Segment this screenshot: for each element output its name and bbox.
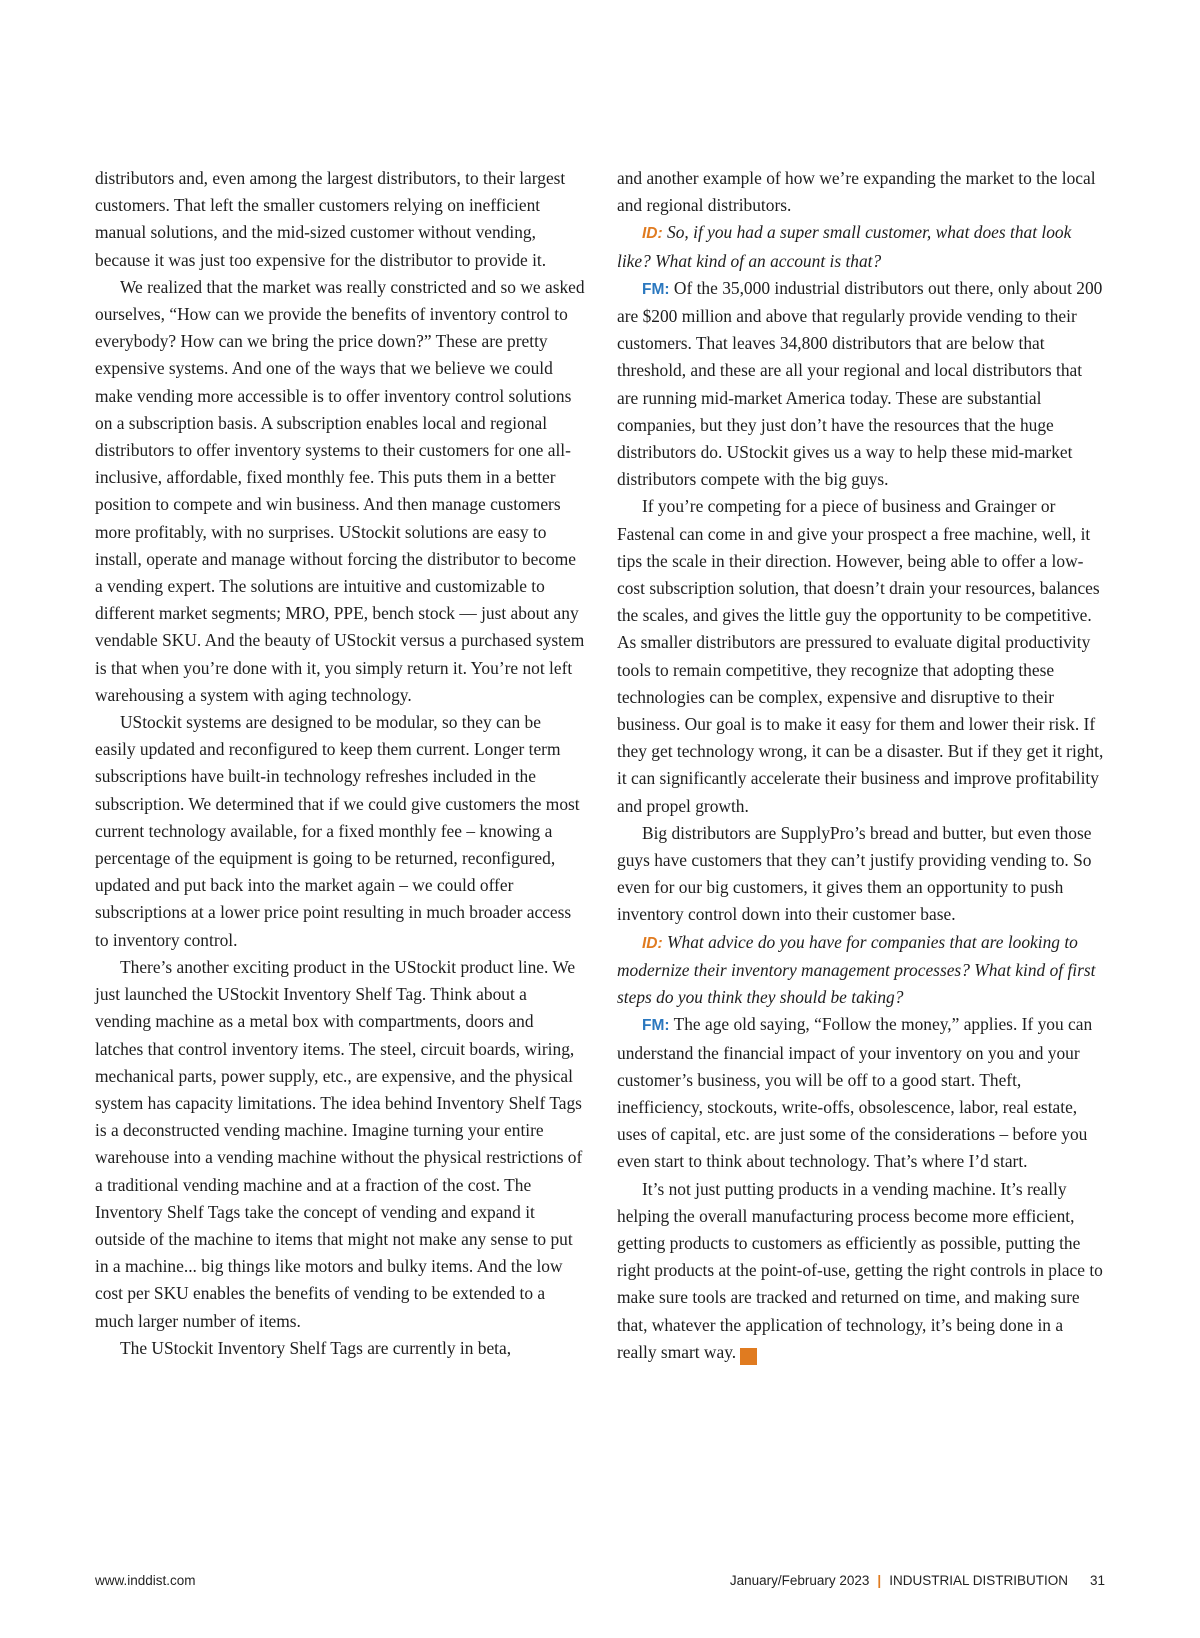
paragraph: Big distributors are SupplyPro’s bread and butter, but even those guys have customers that they can’t justify providing vending to. So even for our big customers, it gives them an opportunity to push inventory control down into their customer base. (617, 822, 1092, 925)
page-footer (95, 1573, 1105, 1593)
paragraph: There’s another exciting product in the UStockit product line. We just launched the UStockit Inventory Shelf Tag. Think about a vending machine as a metal box with compartments, doors and latches that control inventory items. The steel, circuit boards, wiring, mechanical parts, power supply, etc., are expensive, and the physical system has capacity limitations. The idea behind Inventory Shelf Tags is a deconstructed vending machine. Imagine turning your entire warehouse into a vending machine without the physical restrictions of a traditional vending machine and at a fraction of the cost. The Inventory Shelf Tags take the concept of vending and expand it outside of the machine to items that might not make any sense to put in a machine... big things like motors and bulky items. And the low cost per SKU enables the benefits of vending to be extended to a much larger number of items. (95, 956, 583, 1331)
footer-url: www.inddist.com (95, 1573, 196, 1588)
interviewee-label: FM: (642, 1017, 670, 1035)
page-number: 31 (1089, 1573, 1105, 1588)
paragraph: The UStockit Inventory Shelf Tags are currently in beta, (120, 1337, 512, 1358)
footer-separator: | (877, 1573, 882, 1588)
interviewee-label: FM: (642, 280, 670, 298)
question-text: What advice do you have for companies that are looking to modernize their inventory management processes? What kind of first steps do you think they should be taking? (617, 931, 1096, 1008)
issue-date: January/February 2023 (729, 1573, 870, 1588)
interviewer-label: ID: (642, 225, 663, 243)
paragraph: distributors and, even among the largest distributors, to their largest customers. That left the smaller customers relying on inefficient manual solutions, and the mid-sized customer without vending, because it was just too expensive for the distributor to provide it. (95, 168, 566, 270)
publication-name: INDUSTRIAL DISTRIBUTION (889, 1573, 1068, 1588)
end-of-article-icon: ID (740, 1348, 757, 1365)
paragraph: UStockit systems are designed to be modular, so they can be easily updated and reconfigured to keep them current. Longer term subscriptions have built-in technology refreshes included in the subscription. We determined that if we could give customers the most current technology available, for a fixed monthly fee – knowing a percentage of the equipment is going to be returned, reconfigured, updated and put back into the market again – we could offer subscriptions at a lower price point resulting in much broader access to inventory control. (95, 712, 580, 950)
footer-issue-info (730, 1573, 1105, 1588)
answer-text: The age old saying, “Follow the money,” applies. If you can understand the financial impact of your inventory on you and your customer’s business, you will be off to a good start. Theft, inefficiency, stockouts, write-offs, obsolescence, labor, real estate, uses of capital, etc. are just some of the considerations – before you even start to think about technology. That’s where I’d start. (617, 1014, 1093, 1172)
interview-question (617, 219, 1105, 274)
paragraph: and another example of how we’re expanding the market to the local and regional distributors. (617, 168, 1096, 216)
answer-text: Of the 35,000 industrial distributors out there, only about 200 are $200 million and above that regularly provide vending to their customers. That leaves 34,800 distributors that are below that threshold, and these are all your regional and local distributors that are running mid-market America today. These are substantial companies, but they just don’t have the resources that the huge distributors do. UStockit gives us a way to help these mid-market distributors compete with the big guys. (617, 277, 1103, 490)
interview-answer (617, 275, 1105, 494)
interviewer-label: ID: (642, 934, 663, 952)
question-text: So, if you had a super small customer, what does that look like? What kind of an account is that? (617, 222, 1072, 271)
interview-answer (617, 1011, 1105, 1175)
interview-question (617, 929, 1105, 1012)
paragraph (617, 1176, 1105, 1366)
article-column-left (95, 165, 585, 1362)
paragraph: We realized that the market was really constricted and so we asked ourselves, “How can we provide the benefits of inventory control to everybody? How can we bring the price down?” These are pretty expensive systems. And one of the ways that we believe we could make vending more accessible is to offer inventory control solutions on a subscription basis. A subscription enables local and regional distributors to offer inventory systems to their customers for one all-inclusive, affordable, fixed monthly fee. This puts them in a better position to compete and win business. And then manage customers more profitably, with no surprises. UStockit solutions are easy to install, operate and manage without forcing the distributor to become a vending expert. The solutions are intuitive and customizable to different market segments; MRO, PPE, bench stock — just about any vendable SKU. And the beauty of UStockit versus a purchased system is that when you’re done with it, you simply return it. You’re not left warehousing a system with aging technology. (95, 276, 585, 705)
paragraph-text: It’s not just putting products in a vending machine. It’s really helping the overall manufacturing process become more efficient, getting products to customers as efficiently as possible, putting the right products at the point-of-use, getting the right controls in place to make sure tools are tracked and returned on time, and making sure that, whatever the application of technology, it’s being done in a really smart way. (617, 1178, 1103, 1362)
paragraph: If you’re competing for a piece of business and Grainger or Fastenal can come in and give your prospect a free machine, well, it tips the scale in their direction. However, being able to offer a low-cost subscription solution, that doesn’t drain your resources, balances the scales, and gives the little guy the opportunity to be competitive. As smaller distributors are pressured to evaluate digital productivity tools to remain competitive, they recognize that adopting these technologies can be complex, expensive and disruptive to their business. Our goal is to make it easy for them and lower their risk. If they get technology wrong, it can be a disaster. But if they get it right, it can significantly accelerate their business and improve profitability and propel growth. (617, 496, 1104, 816)
article-column-right (617, 165, 1105, 1366)
